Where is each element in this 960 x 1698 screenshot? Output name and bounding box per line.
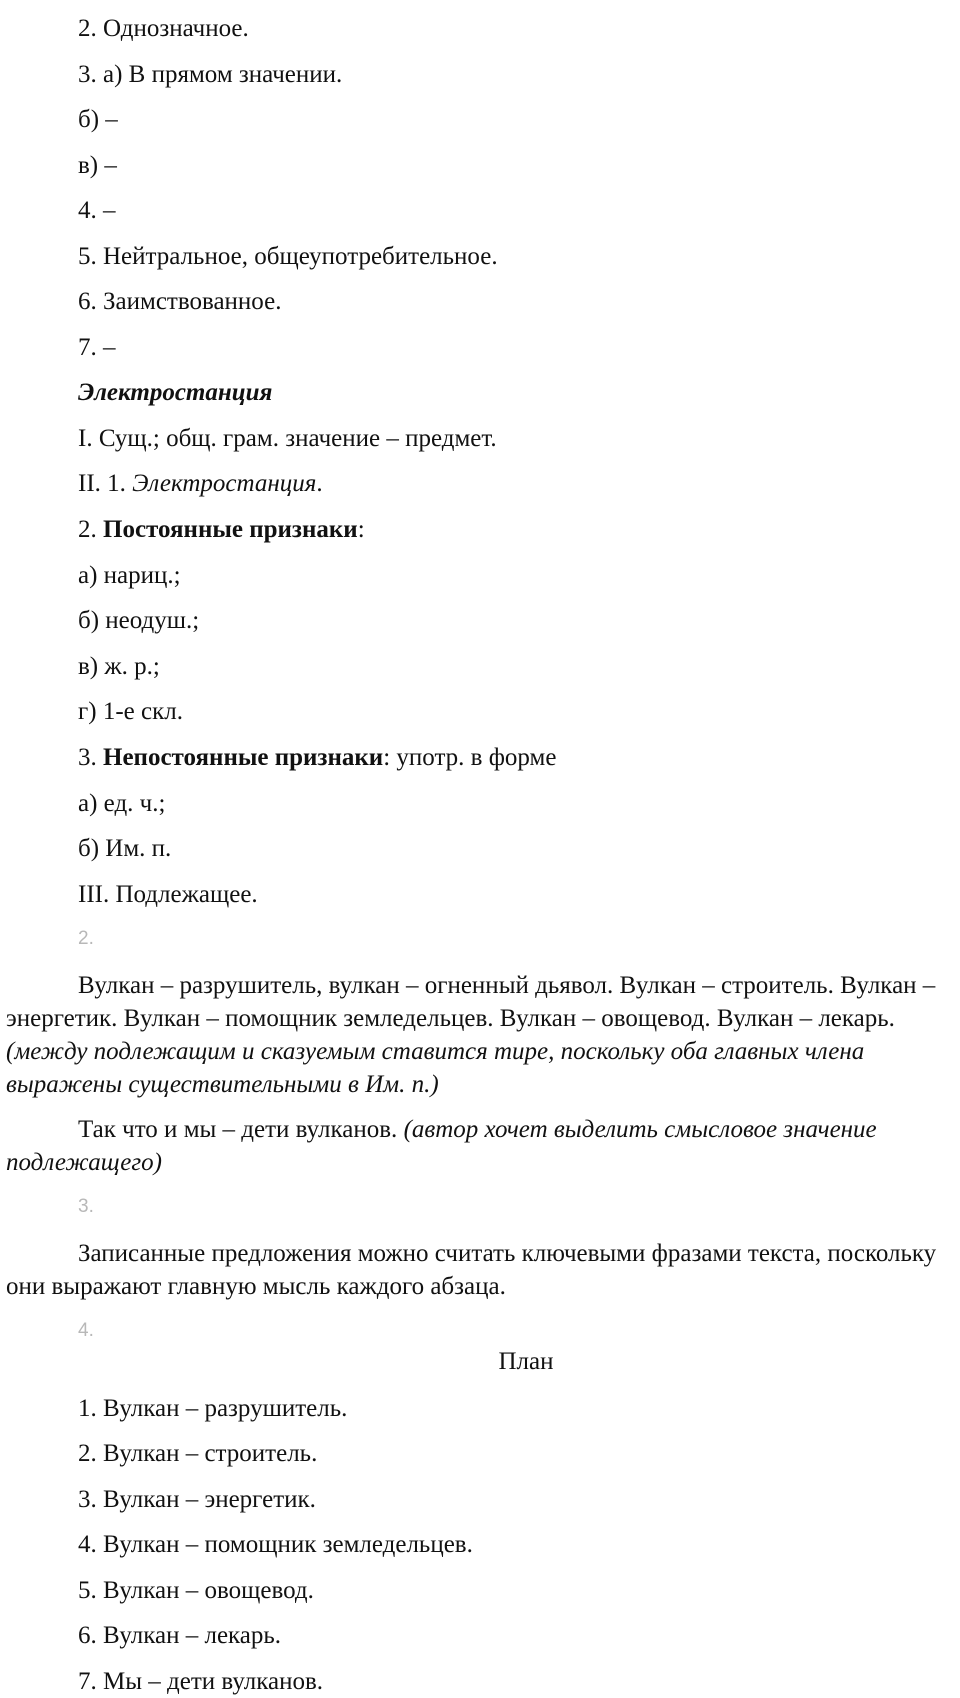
constant-features-heading: 2. Постоянные признаки: (78, 516, 365, 543)
plan-item: 4. Вулкан – помощник земледельцев. (78, 1531, 473, 1558)
answer-line: в) – (78, 152, 117, 179)
answer-line: 6. Заимствованное. (78, 288, 282, 315)
plan-item: 6. Вулкан – лекарь. (78, 1622, 282, 1649)
feature-line: б) неодуш.; (78, 607, 200, 634)
parse-part-2: II. 1. Электростанция. (78, 470, 323, 497)
feature-line: б) Им. п. (78, 835, 172, 862)
paragraph: Так что и мы – дети вулканов. (автор хочет выделить смысловое значение подлежащего) (6, 1116, 877, 1176)
parse-part-1: I. Сущ.; общ. грам. значение – предмет. (78, 425, 497, 452)
feature-line: г) 1-е скл. (78, 698, 183, 725)
feature-line: а) нариц.; (78, 562, 181, 589)
task-number: 3. (78, 1196, 94, 1217)
answer-line: 4. – (78, 197, 116, 224)
paragraph: Записанные предложения можно считать ключевыми фразами текста, поскольку они выражают главную мысль каждого абзаца. (6, 1240, 937, 1300)
feature-line: в) ж. р.; (78, 653, 160, 680)
parse-part-3: III. Подлежащее. (78, 881, 258, 908)
answer-line: 2. Однозначное. (78, 15, 249, 42)
plan-item: 7. Мы – дети вулканов. (78, 1668, 324, 1695)
plan-item: 2. Вулкан – строитель. (78, 1440, 318, 1467)
nonconstant-features-heading: 3. Непостоянные признаки: употр. в форме (78, 744, 557, 771)
answer-line: 7. – (78, 334, 116, 361)
paragraph: Вулкан – разрушитель, вулкан – огненный дьявол. Вулкан – строитель. Вулкан – энергетик. Вулкан – помощник земледельцев. Вулкан – овощевод. Вулкан – лекарь. (между подлежащим и сказуемым ставится тире, поскольку оба главных члена выражены существительными в Им. п.) (6, 972, 936, 1098)
task-number: 4. (78, 1320, 94, 1341)
feature-line: а) ед. ч.; (78, 790, 166, 817)
answer-line: б) – (78, 106, 118, 133)
plan-title: План (498, 1348, 554, 1375)
task-number: 2. (78, 928, 94, 949)
plan-item: 1. Вулкан – разрушитель. (78, 1395, 348, 1422)
parse-heading: Электростанция (78, 379, 273, 406)
answer-line: 5. Нейтральное, общеупотребительное. (78, 243, 498, 270)
answer-line: 3. а) В прямом значении. (78, 61, 343, 88)
plan-item: 3. Вулкан – энергетик. (78, 1486, 316, 1513)
plan-item: 5. Вулкан – овощевод. (78, 1577, 314, 1604)
